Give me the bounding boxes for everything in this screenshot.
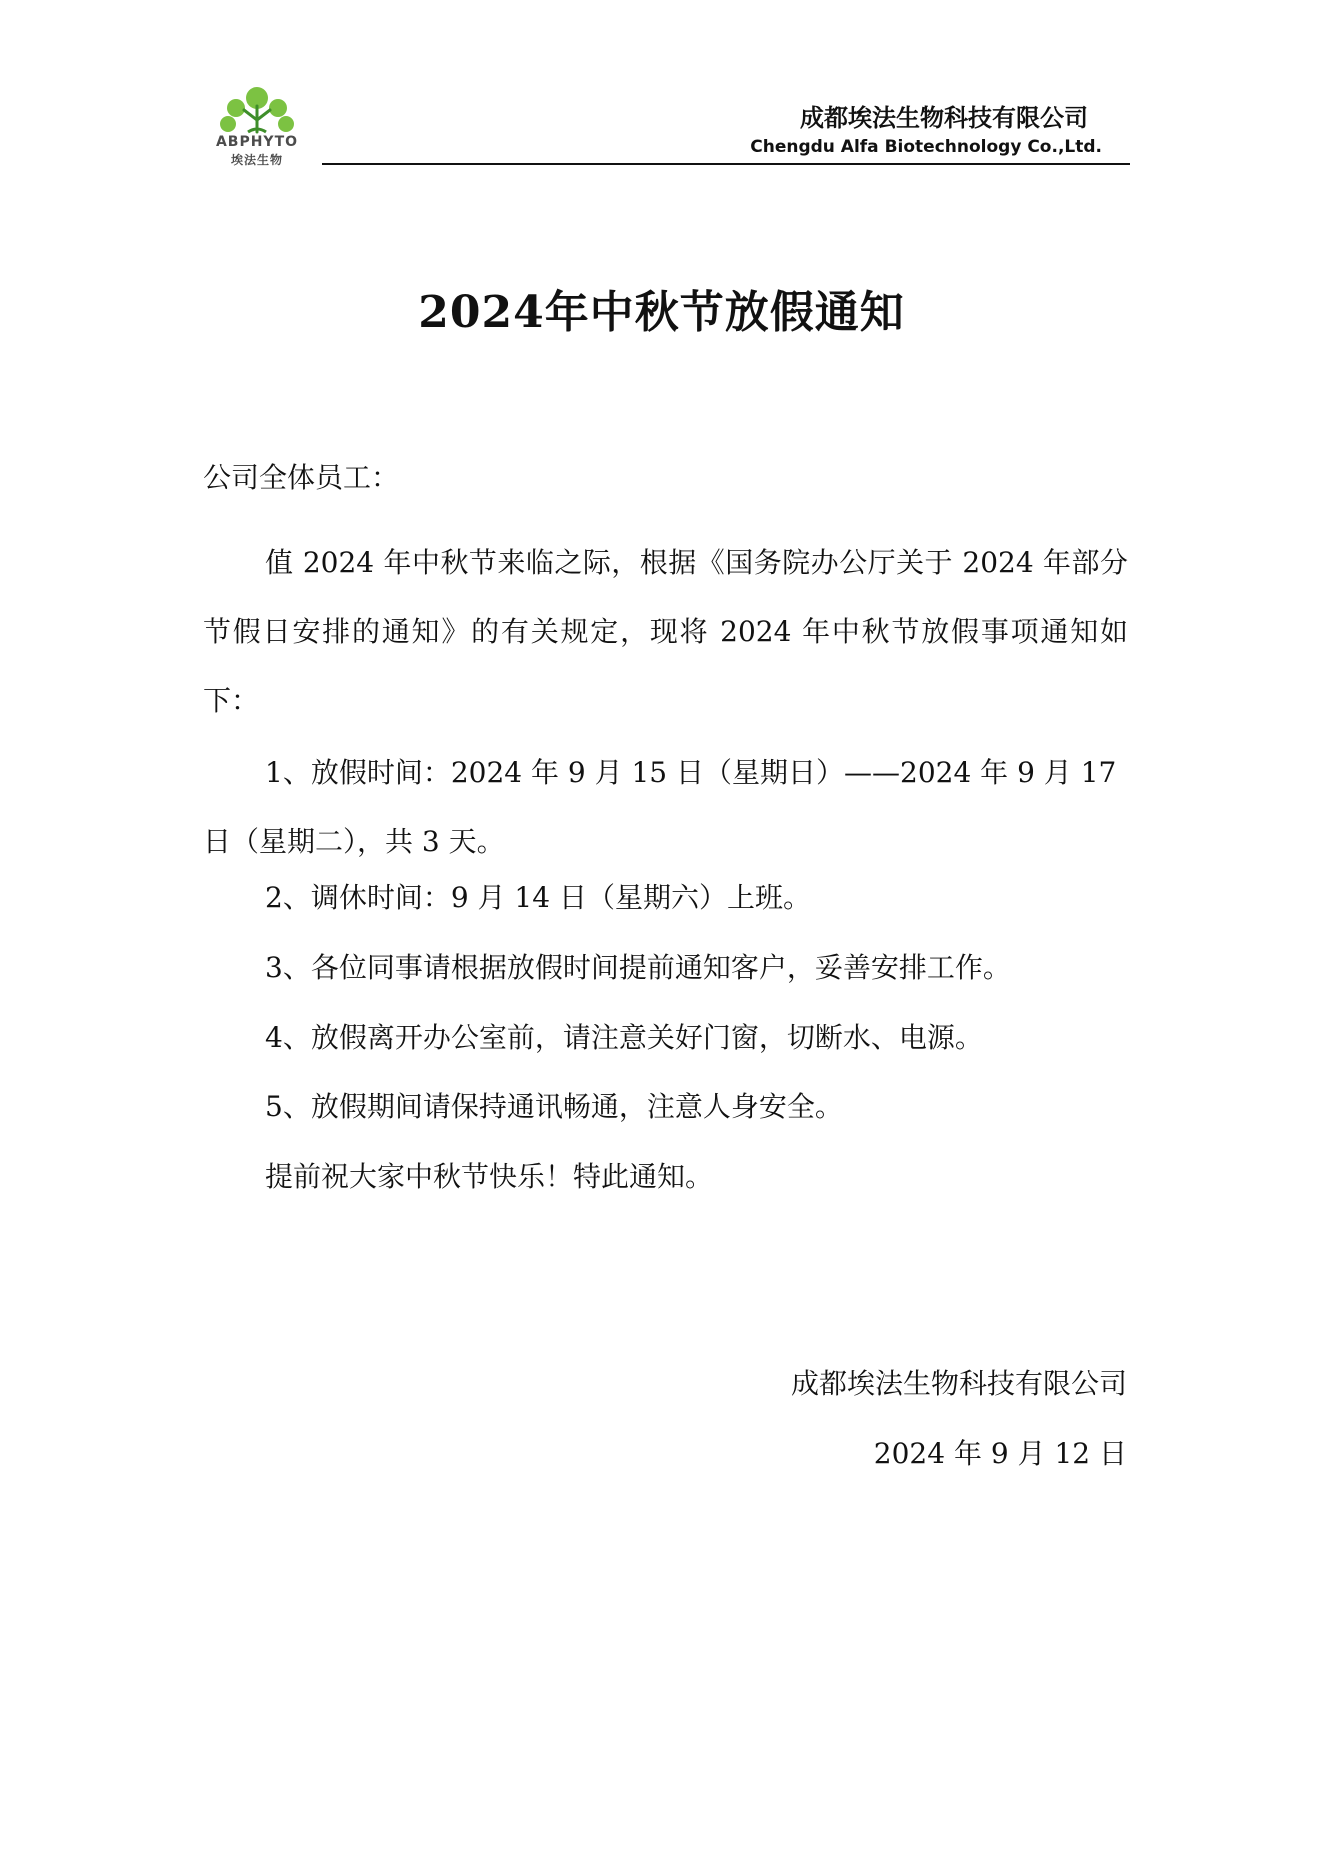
greeting: 公司全体员工： <box>203 461 400 494</box>
company-logo <box>198 82 316 174</box>
header-divider <box>322 163 1130 165</box>
closing-line: 提前祝大家中秋节快乐！特此通知。 <box>265 1160 714 1193</box>
document-title: 2024年中秋节放假通知 <box>418 287 905 338</box>
notice-item: 4、放假离开办公室前，请注意关好门窗，切断水、电源。 <box>265 1021 983 1054</box>
signature-company: 成都埃法生物科技有限公司 <box>790 1367 1127 1400</box>
logo-text-cn: 埃法生物 <box>230 153 283 167</box>
intro-paragraph: 值 2024 年中秋节来临之际，根据《国务院办公厅关于 2024 年部分节假日安排的通知》的有关规定，现将 2024 年中秋节放假事项通知如下： <box>203 546 1128 717</box>
header-company-name-en: Chengdu Alfa Biotechnology Co.,Ltd. <box>750 137 1102 157</box>
logo-text-en: ABPHYTO <box>215 134 299 150</box>
header-company-name-cn: 成都埃法生物科技有限公司 <box>800 104 1088 132</box>
signature-date: 2024 年 9 月 12 日 <box>873 1437 1127 1470</box>
notice-item: 2、调休时间：9 月 14 日（星期六）上班。 <box>265 881 811 914</box>
notice-item: 3、各位同事请根据放假时间提前通知客户，妥善安排工作。 <box>265 951 1011 984</box>
notice-item: 1、放假时间：2024 年 9 月 15 日（星期日）——2024 年 9 月 17 日（星期二），共 3 天。 <box>203 756 1117 858</box>
notice-item: 5、放假期间请保持通讯畅通，注意人身安全。 <box>265 1090 843 1123</box>
